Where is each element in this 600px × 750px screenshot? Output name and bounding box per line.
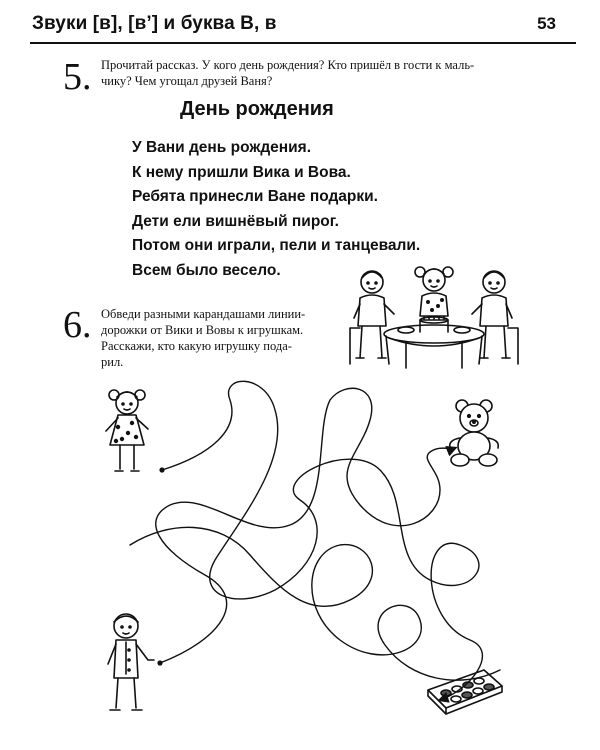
story-line: Всем было весело.: [132, 261, 281, 279]
story-line: Потом они играли, пели и танцевали.: [132, 237, 421, 254]
story-line: У Вани день рождения.: [132, 139, 312, 156]
task-6-line: рил.: [101, 355, 124, 369]
maze-path: [130, 527, 500, 680]
story-title: День рождения: [180, 98, 334, 120]
task-5-line: Прочитай рассказ. У кого день рождения? Кто пришёл в гости к маль-: [101, 58, 475, 72]
page-header-title: Звуки [в], [в’] и буква В, в: [32, 13, 277, 34]
task-5-number: 5.: [63, 56, 92, 98]
task-6-line: Расскажи, кто какую игрушку пода-: [101, 339, 292, 353]
task-6-line: Обведи разными карандашами линии-: [101, 307, 306, 321]
maze-path: [162, 381, 482, 700]
task-6-line: дорожки от Вики и Вовы к игрушкам.: [101, 323, 304, 337]
task-5-line: чику? Чем угощал друзей Ваня?: [101, 74, 273, 88]
story-line: Ребята принесли Ване подарки.: [132, 188, 378, 205]
task-6-number: 6.: [63, 304, 92, 346]
maze-path: [156, 388, 455, 663]
story-line: Дети ели вишнёвый пирог.: [132, 212, 339, 230]
page-number: 53: [537, 14, 556, 33]
story-line: К нему пришли Вика и Вова.: [132, 163, 351, 181]
